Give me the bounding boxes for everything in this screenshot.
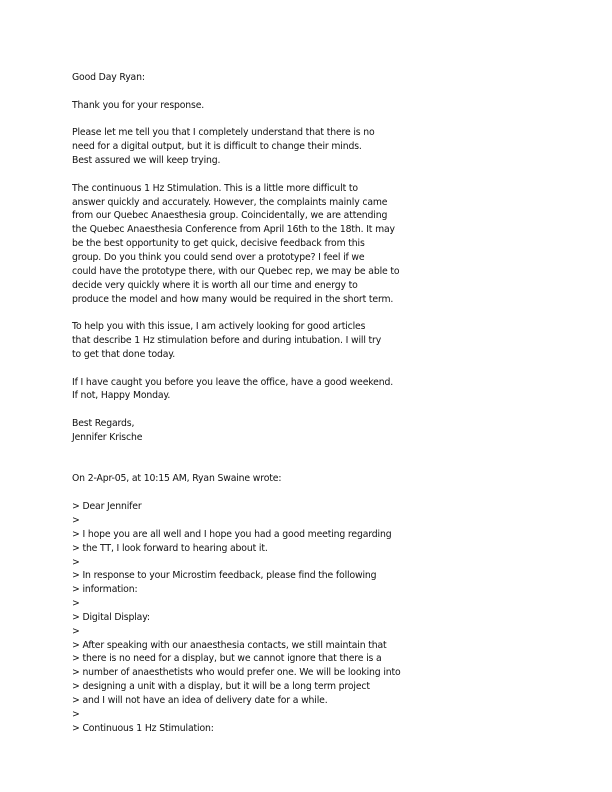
text-line: be the best opportunity to get quick, decisive feedback from this: [72, 238, 365, 250]
text-line: The continuous 1 Hz Stimulation. This is a little more difficult to: [72, 182, 358, 194]
paragraph-weekend: [72, 376, 412, 404]
quoted-line: >: [72, 625, 80, 637]
text-line: Thank you for your response.: [72, 99, 205, 111]
text-line: need for a digital output, but it is difficult to change their minds.: [72, 141, 362, 153]
quoted-line: >: [72, 598, 80, 610]
paragraph-digital-output: [72, 126, 412, 168]
text-line: Please let me tell you that I completely understand that there is no: [72, 127, 375, 139]
quoted-line: >: [72, 515, 80, 526]
email-body: [72, 71, 412, 736]
signature: Jennifer Krische: [72, 431, 143, 443]
quoted-line: > I hope you are all well and I hope you had a good meeting regarding: [72, 528, 392, 540]
closing: Best Regards,: [72, 418, 135, 430]
text-line: decide very quickly where it is worth all our time and energy to: [72, 279, 358, 291]
text-line: the Quebec Anaesthesia Conference from April 16th to the 18th. It may: [72, 224, 395, 236]
quoted-line: >: [72, 708, 80, 720]
text-line: If not, Happy Monday.: [72, 390, 171, 402]
paragraph-articles: [72, 320, 412, 362]
text-line: Best assured we will keep trying.: [72, 155, 221, 167]
text-line: that describe 1 Hz stimulation before and during intubation. I will try: [72, 335, 382, 347]
quoted-line: >: [72, 556, 80, 568]
text-line: to get that done today.: [72, 348, 176, 360]
quoted-line: > the TT, I look forward to hearing about it.: [72, 542, 268, 554]
text-line: If I have caught you before you leave the office, have a good weekend.: [72, 376, 394, 388]
quoted-line: > In response to your Microstim feedback, please find the following: [72, 570, 377, 582]
text-line: group. Do you think you could send over a prototype? I feel if we: [72, 251, 365, 263]
greeting: Good Day Ryan:: [72, 72, 145, 83]
quoted-line: > and I will not have an idea of delivery date for a while.: [72, 694, 328, 706]
quoted-line: > Continuous 1 Hz Stimulation:: [72, 722, 214, 734]
quoted-line: > designing a unit with a display, but it will be a long term project: [72, 681, 370, 693]
quoted-line: > information:: [72, 584, 138, 596]
quoted-line: > there is no need for a display, but we cannot ignore that there is a: [72, 653, 382, 665]
quoted-line: > Digital Display:: [72, 611, 150, 623]
quoted-line: > After speaking with our anaesthesia contacts, we still maintain that: [72, 639, 387, 651]
quoted-line: > Dear Jennifer: [72, 501, 142, 513]
text-line: produce the model and how many would be required in the short term.: [72, 293, 394, 305]
text-line: answer quickly and accurately. However, the complaints mainly came: [72, 196, 388, 208]
text-line: from our Quebec Anaesthesia group. Coincidentally, we are attending: [72, 210, 388, 222]
text-line: could have the prototype there, with our Quebec rep, we may be able to: [72, 265, 400, 277]
quoted-message: [72, 500, 412, 735]
paragraph-thanks: [72, 99, 412, 113]
quote-header: On 2-Apr-05, at 10:15 AM, Ryan Swaine wrote:: [72, 473, 282, 485]
paragraph-stimulation: [72, 182, 412, 307]
quoted-line: > number of anaesthetists who would prefer one. We will be looking into: [72, 667, 401, 679]
text-line: To help you with this issue, I am actively looking for good articles: [72, 321, 366, 333]
